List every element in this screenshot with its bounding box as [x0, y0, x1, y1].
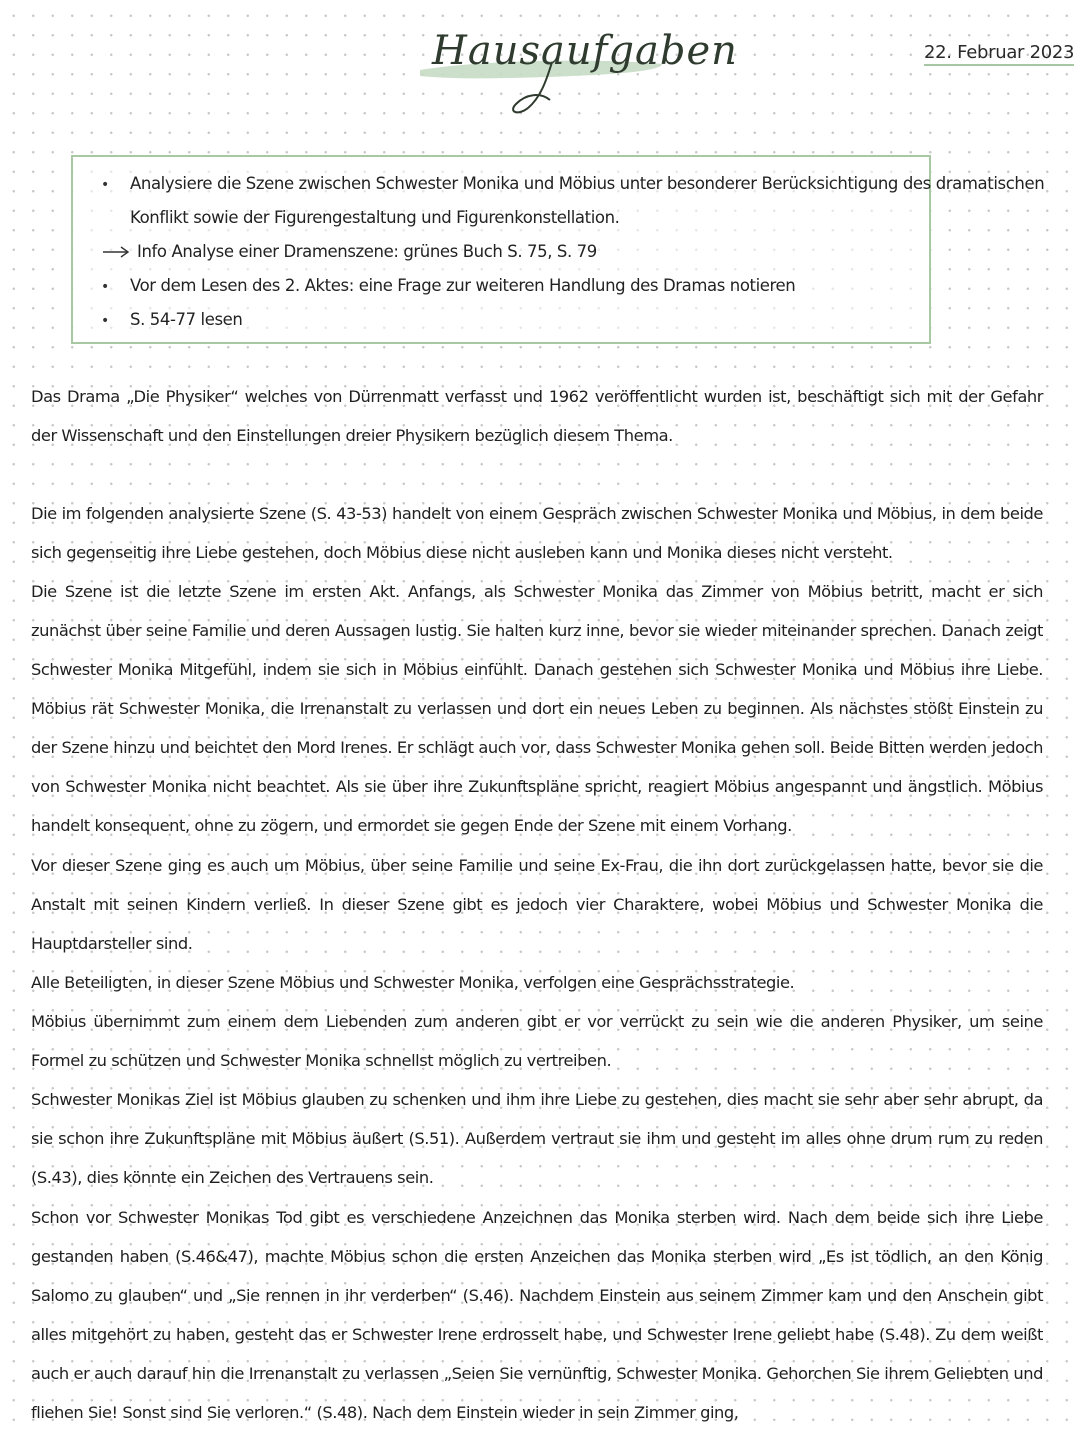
- paragraph-summary: Die Szene ist die letzte Szene im ersten Akt. Anfangs, als Schwester Monika das Zimmer von Möbius betritt, macht er sich zunächst über seine Familie und deren Aussagen lustig. Sie halten kurz inne, bevor sie wieder miteinander sprechen. Danach zeigt Schwester Monika Mitgefühl, indem sie sich in Möbius einfühlt. Danach gestehen sich Schwester Monika und Möbius ihre Liebe. Möbius rät Schwester Monika, die Irrenanstalt zu verlassen und dort ein neues Leben zu beginnen. Als nächstes stößt Einstein zu der Szene hinzu und beichtet den Mord Irenes. Er schlägt auch vor, dass Schwester Monika gehen soll. Beide Bitten werden jedoch von Schwester Monika nicht beachtet. Als sie über ihre Zukunftspläne spricht, reagiert Möbius angespannt und ängstlich. Möbius handelt konsequent, ohne zu zögern, und ermordet sie gegen Ende der Szene mit einem Vorhang.: [31, 582, 1043, 835]
- task-item: Vor dem Lesen des 2. Aktes: eine Frage zur weiteren Handlung des Dramas notieren: [130, 276, 796, 295]
- paragraph-intro: Das Drama „Die Physiker“ welches von Dürrenmatt verfasst und 1962 veröffentlicht wurden ist, beschäftigt sich mit der Gefahr der Wissenschaft und den Einstellungen dreier Physikern bezüglich diesem Thema.: [31, 387, 1043, 445]
- date-label: 22. Februar 2023: [924, 42, 1074, 66]
- task-item-continuation: Konflikt sowie der Figurengestaltung und Figurenkonstellation.: [130, 208, 620, 227]
- page-title: Hausaufgaben: [432, 28, 738, 74]
- paragraph-signs: Schon vor Schwester Monikas Tod gibt es verschiedene Anzeichnen das Monika sterben wird. Nach dem beide sich ihre Liebe gestanden haben (S.46&47), machte Möbius schon die ersten Anzeichen das Monika sterben wird „Es ist tödlich, an den König Salomo zu glauben“ und „Sie rennen in ihr verderben“ (S.46). Nachdem Einstein aus seinem Zimmer kam und den Anschein gibt alles mitgehört zu haben, gesteht das er Schwester Irene erdrosselt habe, und Schwester Irene geliebt habe (S.48). Zu dem weißt auch er auch darauf hin die Irrenanstalt zu verlassen „Seien Sie vernünftig, Schwester Monika. Gehorchen Sie ihrem Geliebten und fliehen Sie! Sonst sind Sie verloren.“ (S.48). Nach dem Einstein wieder in sein Zimmer ging,: [31, 1208, 1043, 1422]
- task-item: S. 54-77 lesen: [130, 310, 243, 329]
- paragraph-context: Vor dieser Szene ging es auch um Möbius, über seine Familie und seine Ex-Frau, die ihn dort zurückgelassen hatte, bevor sie die Anstalt mit seinen Kindern verließ. In dieser Szene gibt es jedoch vier Charaktere, wobei Möbius und Schwester Monika die Hauptdarsteller sind.: [31, 856, 1043, 953]
- title-area: [400, 12, 738, 122]
- paragraph-moebius: Möbius übernimmt zum einem dem Liebenden zum anderen gibt er vor verrückt zu sein wie die anderen Physiker, um seine Formel zu schützen und Schwester Monika schnellst möglich zu vertreiben.: [31, 1012, 1043, 1070]
- bullet-icon: •: [101, 177, 110, 193]
- paragraph-topic: Die im folgenden analysierte Szene (S. 43-53) handelt von einem Gespräch zwischen Schwester Monika und Möbius, in dem beide sich gegenseitig ihre Liebe gestehen, doch Möbius diese nicht ausleben kann und Monika dieses nicht versteht.: [31, 504, 1043, 562]
- bullet-icon: •: [101, 313, 110, 329]
- task-item: Info Analyse einer Dramenszene: grünes Buch S. 75, S. 79: [137, 242, 597, 261]
- arrow-icon: [101, 236, 131, 268]
- task-item: Analysiere die Szene zwischen Schwester Monika und Möbius unter besonderer Berücksichtigung des dramatischen: [130, 174, 1045, 193]
- paragraph-strategy: Alle Beteiligten, in dieser Szene Möbius und Schwester Monika, verfolgen eine Gesprächsstrategie.: [31, 973, 795, 992]
- bullet-icon: •: [101, 279, 110, 295]
- paragraph-monika: Schwester Monikas Ziel ist Möbius glauben zu schenken und ihm ihre Liebe zu gestehen, dies macht sie sehr aber sehr abrupt, da sie schon ihre Zukunftspläne mit Möbius äußert (S.51). Außerdem vertraut sie ihm und gesteht im alles ohne drum rum zu reden (S.43), dies könnte ein Zeichen des Vertrauens sein.: [31, 1090, 1043, 1187]
